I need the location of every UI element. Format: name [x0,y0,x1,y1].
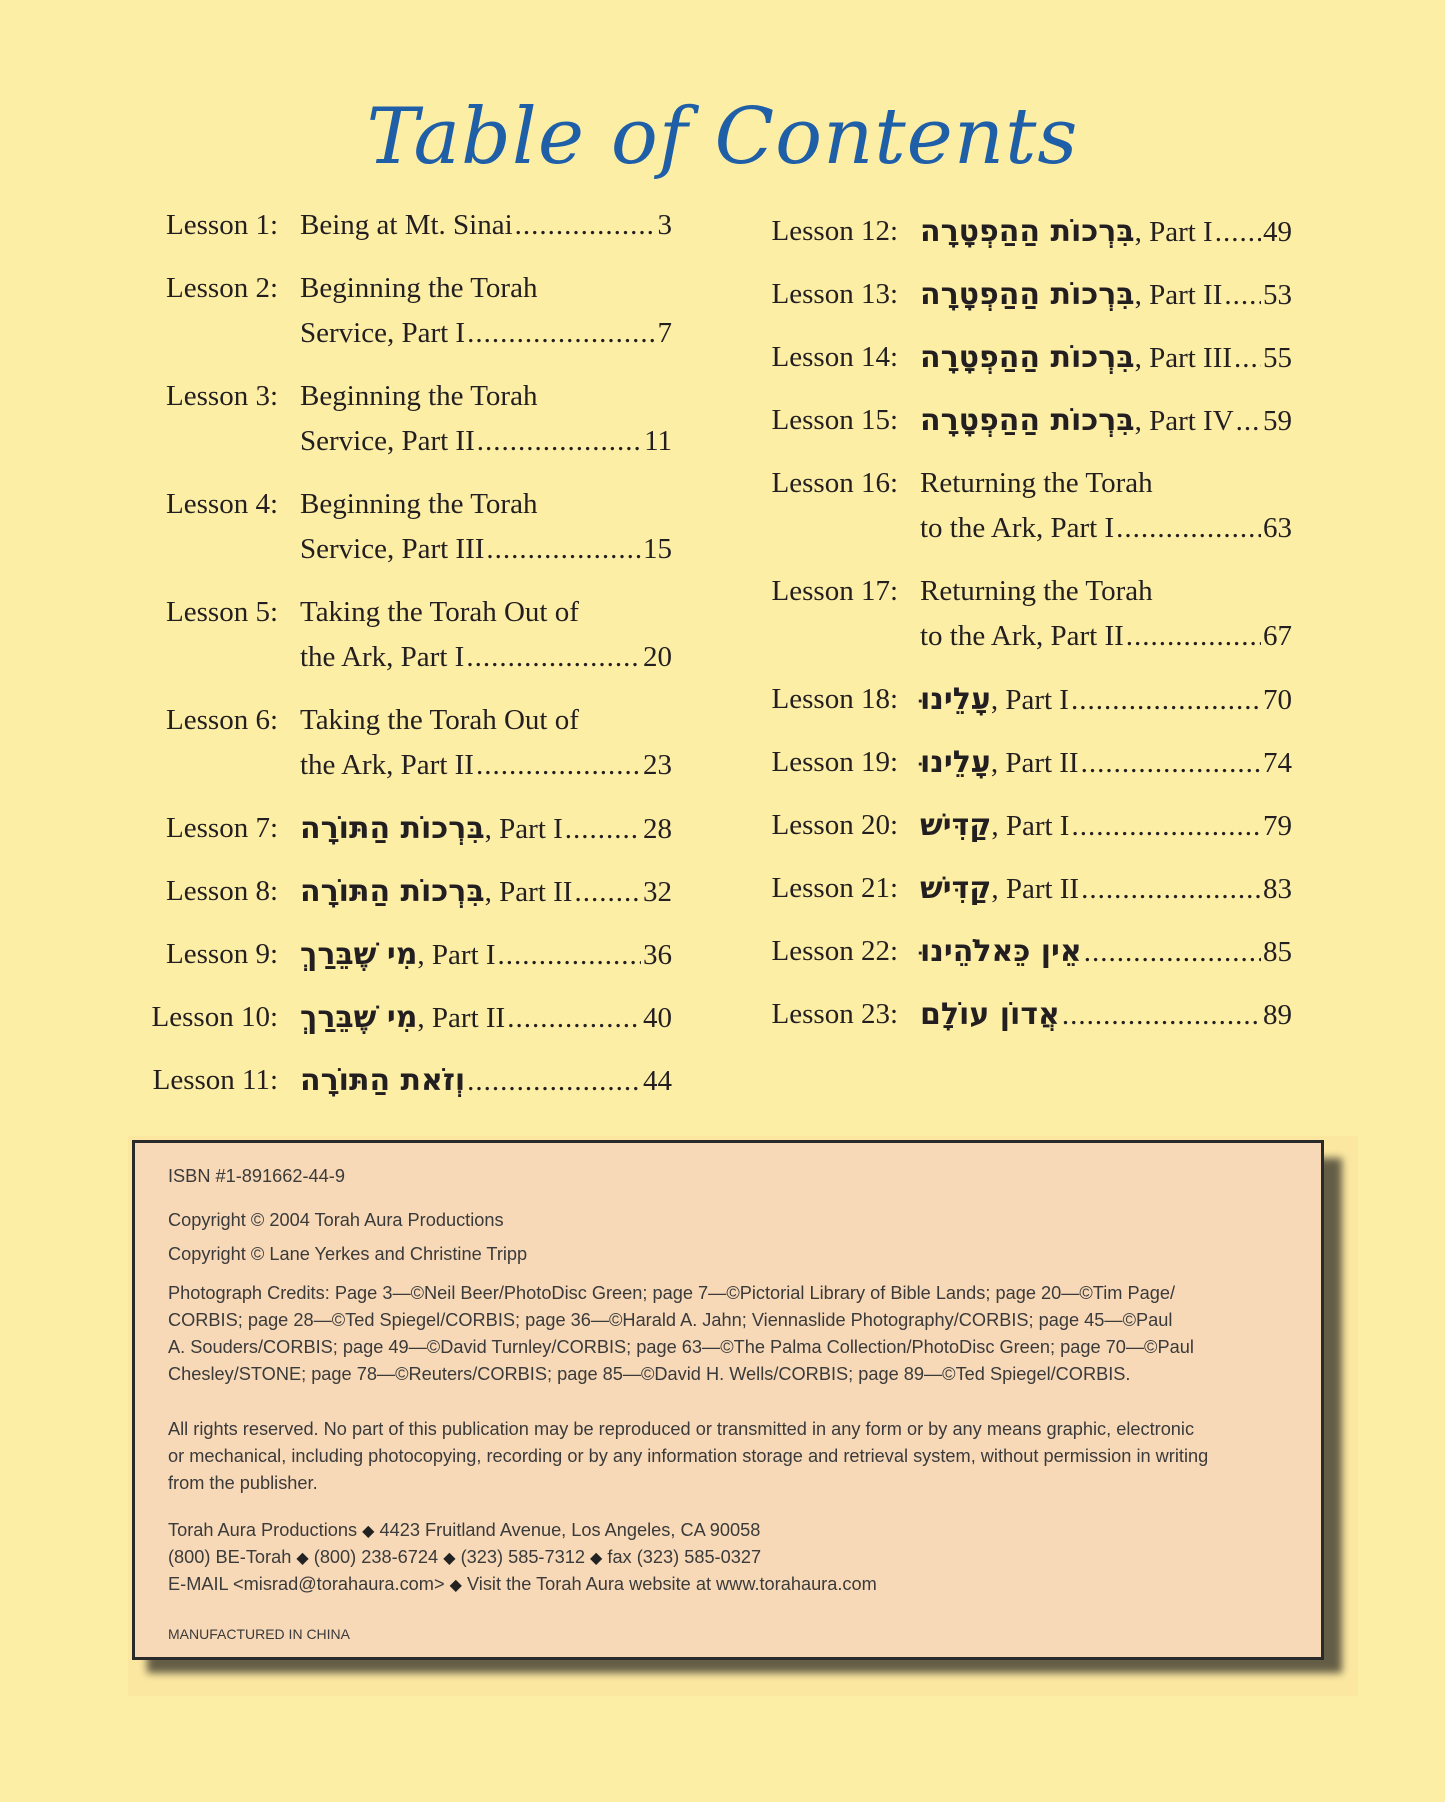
toc-entry[interactable] [920,398,1292,444]
lesson-title: , Part II [417,1002,506,1034]
dot-leader [1126,614,1261,659]
lesson-label: Lesson 10: [151,1001,278,1033]
page-number: 11 [644,425,672,457]
lesson-label: Lesson 13: [771,278,898,310]
hebrew-title: אֵין כֵּאלֹהֵינוּ [920,934,1082,969]
dot-leader [1116,506,1261,551]
lesson-label: Lesson 18: [771,683,898,715]
dot-leader [466,635,641,680]
lesson-label: Lesson 3: [166,380,278,412]
lesson-title: , Part III [1134,342,1233,374]
lesson-title: Beginning the Torah [300,380,538,412]
toc-entry[interactable] [920,740,1292,786]
hebrew-title: בִּרְכוֹת הַתּוֹרָה [300,874,485,909]
page-number: 55 [1263,342,1292,374]
copyright-illustrators: Copyright © Lane Yerkes and Christine Tripp [168,1244,528,1264]
lesson-title: , Part II [484,876,573,908]
isbn: ISBN #1-891662-44-9 [168,1166,345,1186]
diamond-icon: ◆ [296,1550,309,1567]
lesson-label: Lesson 9: [166,938,278,970]
hebrew-title: בִּרְכוֹת הַתּוֹרָה [300,811,485,846]
lesson-title: Beginning the Torah [300,272,538,304]
lesson-title: Taking the Torah Out of [300,704,579,736]
diamond-icon: ◆ [590,1550,603,1567]
dot-leader [1071,804,1261,849]
page-number: 70 [1263,684,1292,716]
dot-leader [1224,273,1261,318]
toc-entry[interactable] [920,929,1292,975]
toc-entry[interactable] [920,335,1292,381]
publisher-address [168,1517,1298,1545]
hebrew-title: בִּרְכוֹת הַהַפְטָרָה [920,403,1135,438]
copyright-publisher: Copyright © 2004 Torah Aura Productions [168,1210,504,1230]
hebrew-title: קַדִּישׁ [920,871,992,906]
page-number: 49 [1263,216,1292,248]
photo-credits-line: Photograph Credits: Page 3—©Neil Beer/PhotoDisc Green; page 7—©Pictorial Library of Bible Lands; page 20—©Tim Page/ [168,1283,1176,1303]
toc-entry[interactable] [920,272,1292,318]
lesson-title: , Part I [417,939,496,971]
page-title: Table of Contents [366,92,1079,182]
hebrew-title: אֲדוֹן עוֹלָם [920,997,1060,1032]
page-number: 7 [657,317,672,349]
dot-leader [1234,336,1261,381]
hebrew-title: עָלֵינוּ [920,682,991,717]
website-link[interactable]: Visit the Torah Aura website at www.torahaura.com [467,1574,877,1594]
lesson-label: Lesson 14: [771,341,898,373]
lesson-title: the Ark, Part I [300,641,465,673]
page-number: 36 [643,939,672,971]
rights-line: or mechanical, including photocopying, recording or by any information storage and retrieval system, without permission in writing [168,1446,1209,1466]
lesson-title: the Ark, Part II [300,749,474,781]
lesson-label: Lesson 1: [166,209,278,241]
toc-entry[interactable] [920,506,1292,551]
photo-credits-line: Chesley/STONE; page 78—©Reuters/CORBIS; page 85—©David H. Wells/CORBIS; page 89—©Ted Spiegel/CORBIS. [168,1364,1131,1384]
lesson-title: , Part I [1134,216,1213,248]
photo-credits-line: A. Souders/CORBIS; page 49—©David Turnley/CORBIS; page 63—©The Palma Collection/PhotoDisc Green; page 70—©Paul [168,1337,1194,1357]
toc-entry[interactable] [920,992,1292,1038]
dot-leader [1062,993,1261,1038]
page-number: 67 [1263,620,1292,652]
page-number: 89 [1263,999,1292,1031]
dot-leader [1081,867,1261,912]
toc-entry[interactable] [300,635,672,680]
hebrew-title: מִי שֶׁבֵּרַךְ [300,1000,418,1035]
toc-entry[interactable] [920,614,1292,659]
photo-credits-line: CORBIS; page 28—©Ted Spiegel/CORBIS; page 36—©Harald A. Jahn; Viennaslide Photography/CORBIS; page 45—©Paul [168,1310,1173,1330]
page-number: 44 [643,1065,672,1097]
dot-leader [1081,741,1261,786]
page-number: 32 [643,876,672,908]
lesson-title: Taking the Torah Out of [300,596,579,628]
lesson-title: Service, Part III [300,533,485,565]
email-link[interactable]: E-MAIL <misrad@torahaura.com> [168,1574,445,1594]
diamond-icon: ◆ [449,1577,462,1594]
rights-line: from the publisher. [168,1473,318,1493]
dot-leader [467,1059,641,1104]
lesson-title: Beginning the Torah [300,488,538,520]
lesson-title: , Part I [991,810,1070,842]
credits-box [132,1140,1324,1660]
lesson-title: Service, Part II [300,425,475,457]
dot-leader [1215,210,1261,255]
lesson-title: , Part IV [1134,405,1234,437]
lesson-label: Lesson 4: [166,488,278,520]
page-number: 15 [643,533,672,565]
diamond-icon: ◆ [443,1550,456,1567]
diamond-icon: ◆ [362,1523,375,1540]
page-number: 79 [1263,810,1292,842]
phone-numbers [168,1544,1298,1572]
page-number: 3 [657,209,672,241]
hebrew-title: בִּרְכוֹת הַהַפְטָרָה [920,214,1135,249]
phone-be-torah: (800) BE-Torah [168,1547,292,1567]
dot-leader [1071,678,1261,723]
page-number: 28 [643,813,672,845]
page-number: 83 [1263,873,1292,905]
contact-line [168,1571,1298,1599]
lesson-label: Lesson 20: [771,809,898,841]
toc-entry[interactable] [920,209,1292,255]
lesson-label: Lesson 19: [771,746,898,778]
lesson-label: Lesson 16: [771,467,898,499]
dot-leader [486,527,641,572]
phone-local: (323) 585-7312 [460,1547,585,1567]
lesson-label: Lesson 8: [166,875,278,907]
page-number: 63 [1263,512,1292,544]
page-number: 74 [1263,747,1292,779]
dot-leader [1084,930,1261,975]
hebrew-title: קַדִּישׁ [920,808,992,843]
lesson-label: Lesson 11: [152,1064,278,1096]
page-number: 85 [1263,936,1292,968]
hebrew-title: מִי שֶׁבֵּרַךְ [300,937,418,972]
lesson-label: Lesson 23: [771,998,898,1030]
toc-entry[interactable] [920,866,1292,912]
lesson-label: Lesson 21: [771,872,898,904]
phone-toll-free: (800) 238-6724 [313,1547,439,1567]
lesson-label: Lesson 12: [771,215,898,247]
page-number: 23 [643,749,672,781]
lesson-title: , Part I [484,813,563,845]
lesson-title: to the Ark, Part I [920,512,1115,544]
toc-entry[interactable] [920,461,1292,506]
lesson-title: , Part II [991,873,1080,905]
lesson-label: Lesson 15: [771,404,898,436]
lesson-title: Returning the Torah [920,467,1153,499]
page-number: 53 [1263,279,1292,311]
lesson-label: Lesson 2: [166,272,278,304]
toc-entry[interactable] [300,1058,672,1104]
dot-leader [1236,399,1261,444]
address: 4423 Fruitland Avenue, Los Angeles, CA 90058 [379,1520,761,1540]
manufactured-note: MANUFACTURED IN CHINA [168,1626,351,1642]
fax-number: fax (323) 585-0327 [607,1547,762,1567]
lesson-title: Being at Mt. Sinai [300,209,513,241]
lesson-title: Returning the Torah [920,575,1153,607]
lesson-label: Lesson 6: [166,704,278,736]
lesson-title: to the Ark, Part II [920,620,1124,652]
toc-entry[interactable] [920,569,1292,614]
publisher-name: Torah Aura Productions [168,1520,358,1540]
lesson-title: , Part II [990,747,1079,779]
lesson-title: , Part II [1134,279,1223,311]
hebrew-title: בִּרְכוֹת הַהַפְטָרָה [920,277,1135,312]
lesson-title: Service, Part I [300,317,466,349]
rights-line: All rights reserved. No part of this publication may be reproduced or transmitted in any form or by any means graphic, electronic [168,1419,1195,1439]
hebrew-title: עָלֵינוּ [920,745,991,780]
page-number: 59 [1263,405,1292,437]
toc-entry[interactable] [300,527,672,572]
page-number: 40 [643,1002,672,1034]
page-number: 20 [643,641,672,673]
hebrew-title: בִּרְכוֹת הַהַפְטָרָה [920,340,1135,375]
lesson-label: Lesson 22: [771,935,898,967]
lesson-title: , Part I [990,684,1069,716]
toc-entry[interactable] [920,803,1292,849]
lesson-label: Lesson 7: [166,812,278,844]
toc-entry[interactable] [920,677,1292,723]
hebrew-title: וְזֹאת הַתּוֹרָה [300,1063,466,1098]
lesson-label: Lesson 5: [166,596,278,628]
lesson-label: Lesson 17: [771,575,898,607]
